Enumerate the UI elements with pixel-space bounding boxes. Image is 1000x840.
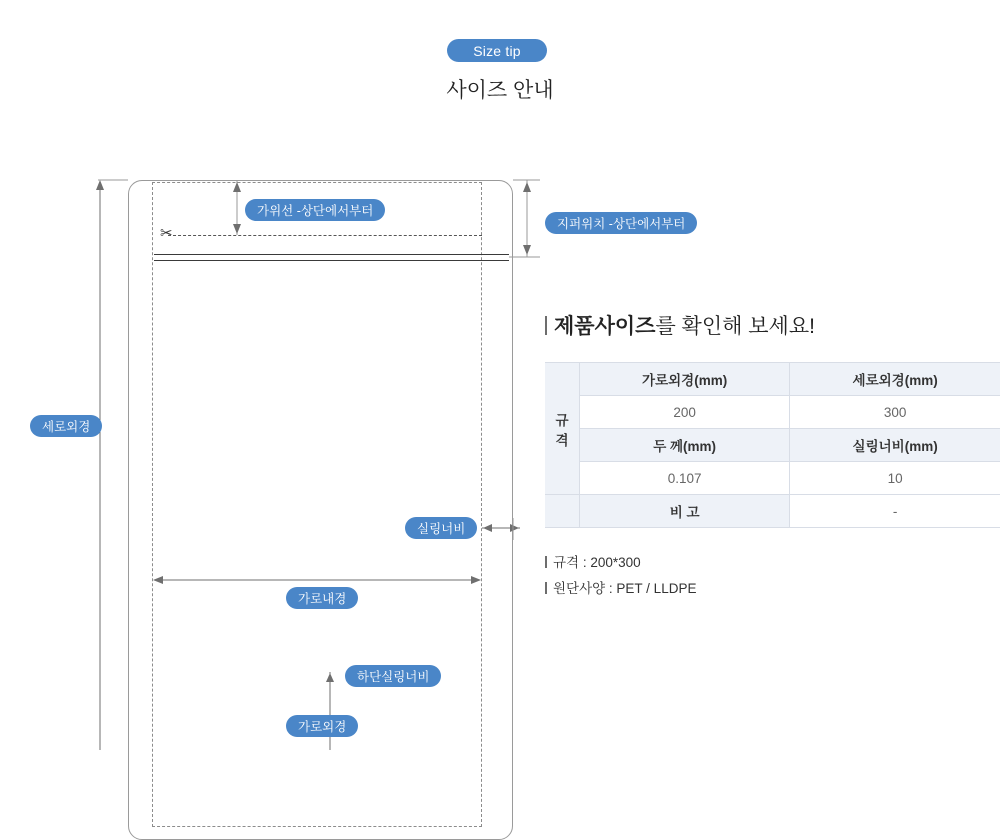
spec-notes (545, 550, 1000, 601)
spec-heading (545, 310, 1000, 340)
remark-row-spacer (545, 495, 580, 528)
label-zipper-pos: 지퍼위치 -상단에서부터 (545, 212, 697, 234)
zipper-line (154, 254, 509, 261)
header-seal-width: 실링너비(mm) (790, 429, 1000, 462)
label-width-outer: 가로외경 (286, 715, 358, 737)
header-width-outer: 가로외경(mm) (580, 363, 790, 396)
table-row (545, 495, 1000, 528)
spec-heading-rest: 를 확인해 보세요! (655, 315, 815, 338)
spec-heading-strong: 제품사이즈 (554, 315, 656, 338)
page-title: 사이즈 안내 (446, 79, 554, 102)
spec-panel (545, 310, 1000, 601)
spec-row-label-2: 격 (555, 432, 569, 448)
label-width-inner: 가로내경 (286, 587, 358, 609)
table-row (545, 396, 1000, 429)
note-text: 원단사양 : PET / LLDPE (553, 580, 697, 596)
value-width-outer: 200 (580, 396, 790, 429)
note-item (545, 576, 1000, 602)
label-bottom-seal: 하단실링너비 (345, 665, 441, 687)
spec-table (545, 362, 1000, 528)
cut-dashed-line (168, 235, 482, 236)
note-text: 규격 : 200*300 (553, 555, 641, 570)
value-remark: - (790, 495, 1000, 528)
scissors-icon: ✂ (160, 225, 173, 242)
label-cut-line: 가위선 -상단에서부터 (245, 199, 385, 221)
header-remark: 비 고 (580, 495, 790, 528)
note-item (545, 550, 1000, 576)
spec-row-label (545, 363, 580, 495)
header-height-outer: 세로외경(mm) (790, 363, 1000, 396)
value-thickness: 0.107 (580, 462, 790, 495)
size-tip-badge: Size tip (447, 39, 547, 62)
table-row (545, 363, 1000, 396)
table-row (545, 462, 1000, 495)
note-tick-icon (545, 582, 547, 594)
spec-row-label-1: 규 (555, 412, 569, 428)
value-seal-width: 10 (790, 462, 1000, 495)
value-height-outer: 300 (790, 396, 1000, 429)
table-row (545, 429, 1000, 462)
header-thickness: 두 께(mm) (580, 429, 790, 462)
label-height-outer: 세로외경 (30, 415, 102, 437)
label-seal-width: 실링너비 (405, 517, 477, 539)
heading-tick-icon (545, 316, 547, 335)
note-tick-icon (545, 556, 547, 568)
